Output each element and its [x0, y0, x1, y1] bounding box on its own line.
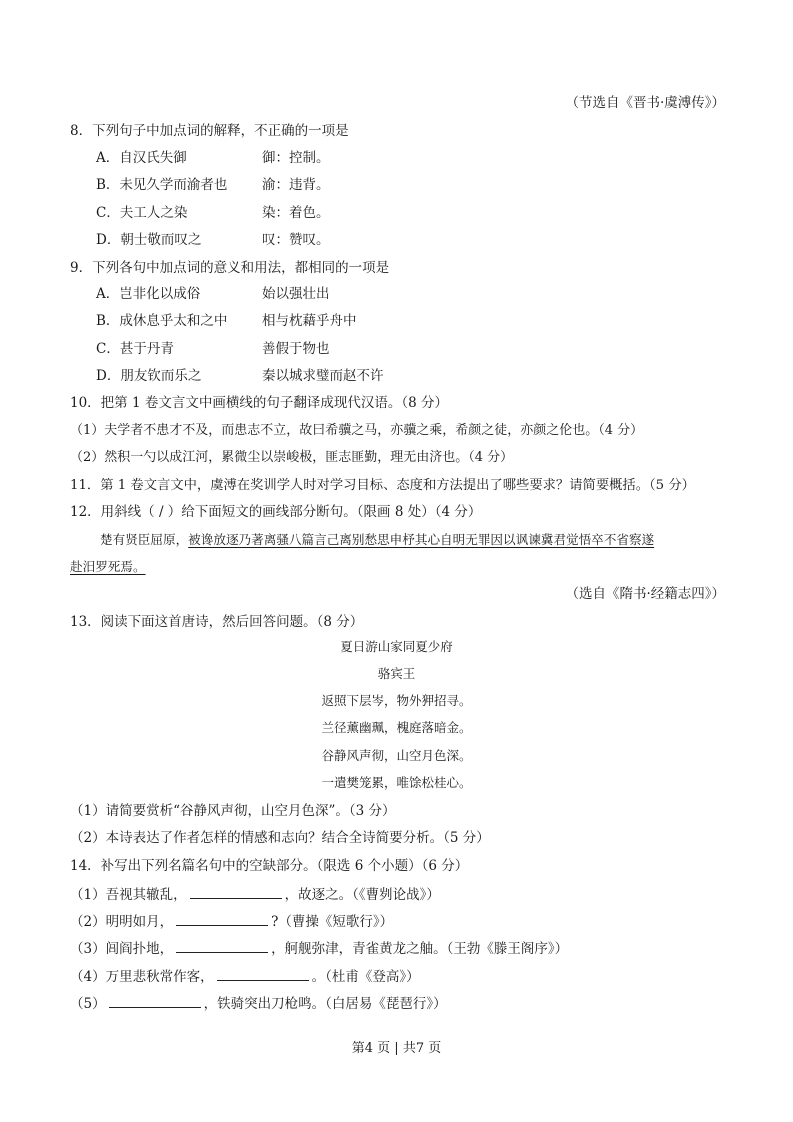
option-label: D．朋友钦而乐之 — [96, 368, 202, 384]
item-text: 。（杜甫《登高》） — [311, 969, 420, 985]
option-gloss: 染：着色。 — [262, 205, 330, 221]
q14-item-3 — [70, 938, 568, 958]
question-14-stem: 14．补写出下列名篇名句中的空缺部分。（限选 6 个小题）（6 分） — [70, 858, 469, 874]
option-gloss: 叹：赞叹。 — [262, 232, 330, 248]
option-gloss: 御：控制。 — [262, 150, 330, 166]
q14-item-1 — [70, 884, 440, 904]
poem-author: 骆宾王 — [377, 666, 416, 681]
fill-in-blank[interactable] — [217, 966, 309, 981]
q8-option-c — [96, 204, 330, 222]
source-citation: （节选自《晋书·虞溥传》） — [565, 95, 725, 111]
item-text: （1）吾视其辙乱， — [70, 887, 187, 903]
passage-plain: 楚有贤臣屈原， — [100, 532, 189, 547]
item-text: ，舸舰弥津，青雀黄龙之舳。（王勃《滕王阁序》） — [271, 941, 569, 957]
fill-in-blank[interactable] — [190, 884, 282, 899]
passage-underlined: 被谗放逐乃著离骚八篇言己离别愁思申杼其心自明无罪因以讽谏冀君觉悟卒不省察遂 — [188, 532, 655, 547]
item-text: （5） — [70, 996, 106, 1012]
item-text: （3）闾阎扑地， — [70, 941, 174, 957]
option-gloss: 渝：违背。 — [262, 177, 330, 193]
q8-option-d — [96, 231, 330, 249]
poem-title: 夏日游山家同夏少府 — [340, 639, 453, 654]
item-text: ，铁骑突出刀枪鸣。（白居易《琵琶行》） — [203, 996, 447, 1012]
q13-item-2: （2）本诗表达了作者怎样的情感和志向？结合全诗简要分析。（5 分） — [70, 830, 490, 846]
q9-option-d — [96, 367, 384, 385]
item-text: （2）明明如月， — [70, 914, 174, 930]
option-label: B．未见久学而渝者也 — [96, 177, 228, 193]
fill-in-blank[interactable] — [176, 911, 268, 926]
q10-item-1: （1）夫学者不患才不及，而患志不立，故曰希骥之马，亦骥之乘，希颜之徒，亦颜之伦也。（4 分） — [70, 423, 644, 438]
fill-in-blank[interactable] — [109, 993, 201, 1008]
q10-item-2: （2）然积一勺以成江河，累微尘以崇峻极，匪志匪勤，理无由济也。（4 分） — [70, 450, 514, 465]
question-10-stem: 10．把第 1 卷文言文中画横线的句子翻译成现代汉语。（8 分） — [70, 395, 448, 411]
q12-passage-line-1 — [100, 531, 654, 549]
option-label: D．朝士敬而叹之 — [96, 232, 202, 248]
option-gloss: 相与枕藉乎舟中 — [262, 313, 357, 329]
q14-item-4 — [70, 966, 420, 986]
poem-line: 一遣樊笼累，唯馀松桂心。 — [321, 775, 472, 790]
page-footer: 第4 页 | 共7 页 — [351, 1041, 442, 1056]
option-label: C．甚于丹青 — [96, 341, 174, 357]
q14-item-5 — [70, 993, 447, 1013]
option-label: A．自汉氏失御 — [96, 150, 187, 166]
question-13-stem: 13．阅读下面这首唐诗，然后回答问题。（8 分） — [70, 614, 364, 630]
option-gloss: 善假于物也 — [262, 341, 330, 357]
question-8-stem: 8．下列句子中加点词的解释，不正确的一项是 — [70, 123, 349, 139]
q12-passage-line-2 — [70, 558, 146, 576]
option-gloss: 始以强壮出 — [262, 286, 330, 302]
q8-option-b — [96, 176, 330, 194]
q8-option-a — [96, 149, 330, 167]
item-text: ，故逐之。（《曹刿论战》） — [284, 887, 440, 903]
q13-item-1: （1）请简要赏析“谷静风声彻，山空月色深”。（3 分） — [70, 803, 396, 819]
item-text: （4）万里悲秋常作客， — [70, 969, 214, 985]
q14-item-2 — [70, 911, 393, 931]
poem-line: 返照下层岑，物外狎招寻。 — [321, 693, 472, 708]
q9-option-c — [96, 340, 330, 358]
option-label: A．岂非化以成俗 — [96, 286, 201, 302]
option-label: C．夫工人之染 — [96, 205, 188, 221]
item-text: ?（曹操《短歌行》） — [271, 914, 394, 930]
source-citation: （选自《隋书·经籍志四》） — [565, 586, 725, 602]
question-9-stem: 9．下列各句中加点词的意义和用法，都相同的一项是 — [70, 260, 390, 276]
question-12-stem: 12．用斜线（ / ）给下面短文的画线部分断句。（限画 8 处）（4 分） — [70, 504, 482, 520]
q9-option-a — [96, 285, 330, 303]
poem-line: 谷静风声彻，山空月色深。 — [321, 748, 472, 763]
poem-line: 兰径薰幽珮，槐庭落暗金。 — [321, 720, 472, 735]
option-label: B．成休息乎太和之中 — [96, 313, 228, 329]
question-11-stem: 11．第 1 卷文言文中，虞溥在奖训学人时对学习目标、态度和方法提出了哪些要求？请简要概括。（5 分） — [70, 478, 695, 493]
passage-underlined: 赴汨罗死焉。 — [70, 559, 146, 574]
option-gloss: 秦以城求璧而赵不许 — [262, 368, 384, 384]
fill-in-blank[interactable] — [176, 938, 268, 953]
q9-option-b — [96, 312, 357, 330]
